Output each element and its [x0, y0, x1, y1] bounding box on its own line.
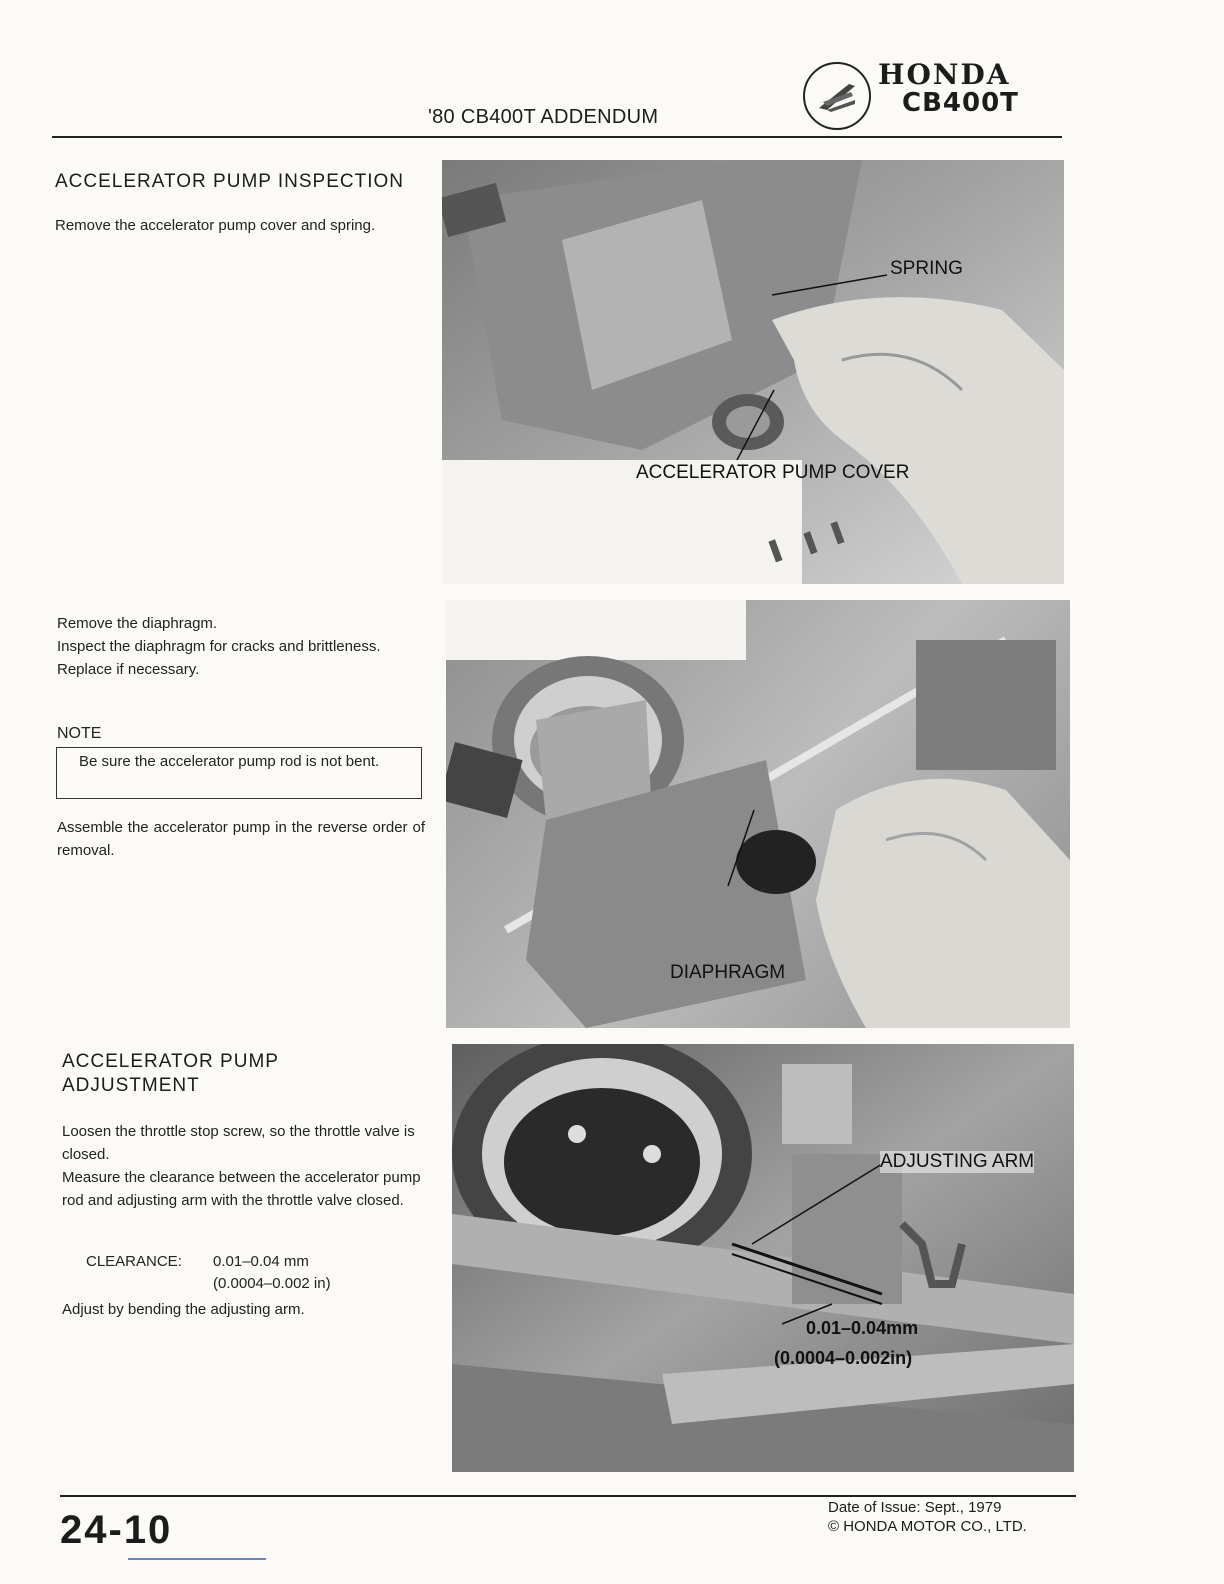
footer-rule — [60, 1495, 1076, 1497]
header-rule — [52, 136, 1062, 138]
brand-name: HONDA — [878, 58, 1011, 91]
section-heading-adjustment — [62, 1050, 279, 1098]
note-box — [56, 747, 422, 799]
instruction-line-3: Replace if necessary. — [57, 661, 200, 678]
diaphragm-instructions — [57, 612, 425, 681]
instruction-line-2: Inspect the diaphragm for cracks and brittleness. — [57, 638, 381, 655]
assemble-instruction: Assemble the accelerator pump in the reverse order of removal. — [57, 819, 425, 859]
section-heading-inspection: ACCELERATOR PUMP INSPECTION — [55, 171, 405, 192]
adjustment-heading-line-1: ACCELERATOR PUMP — [62, 1051, 279, 1072]
document-subtitle: '80 CB400T ADDENDUM — [428, 106, 659, 128]
adjustment-step-2: Measure the clearance between the accelerator pump rod and adjusting arm with the throttle valve closed. — [62, 1169, 421, 1209]
adjustment-instructions — [62, 1120, 430, 1212]
honda-wing-logo-icon — [803, 62, 871, 130]
copyright: © HONDA MOTOR CO., LTD. — [828, 1518, 1027, 1535]
clearance-label: CLEARANCE: — [86, 1253, 182, 1270]
callout-clearance-mm: 0.01–0.04mm — [806, 1318, 919, 1338]
photo-pump-cover-removal — [442, 160, 1064, 584]
callout-adjusting-arm: ADJUSTING ARM — [880, 1151, 1035, 1172]
callout-spring: SPRING — [890, 258, 963, 279]
footer-info — [828, 1498, 1027, 1536]
model-name: CB400T — [902, 88, 1019, 118]
issue-date: Date of Issue: Sept., 1979 — [828, 1499, 1002, 1516]
adjustment-heading-line-2: ADJUSTMENT — [62, 1075, 200, 1096]
photo-adjusting-arm — [452, 1044, 1074, 1472]
callout-diaphragm: DIAPHRAGM — [670, 962, 786, 983]
adjustment-step-1: Loosen the throttle stop screw, so the throttle valve is closed. — [62, 1123, 415, 1163]
callout-clearance-in: (0.0004–0.002in) — [774, 1348, 913, 1368]
callout-accelerator-pump-cover: ACCELERATOR PUMP COVER — [636, 462, 910, 483]
adjust-instruction: Adjust by bending the adjusting arm. — [62, 1301, 305, 1318]
instruction-line-1: Remove the diaphragm. — [57, 615, 218, 632]
note-label: NOTE — [57, 725, 102, 742]
inspection-instruction: Remove the accelerator pump cover and spring. — [55, 217, 376, 234]
note-text: Be sure the accelerator pump rod is not bent. — [79, 753, 380, 770]
clearance-mm-value: 0.01–0.04 mm — [213, 1253, 309, 1270]
clearance-in-value: (0.0004–0.002 in) — [213, 1275, 331, 1292]
page-number: 24-10 — [60, 1508, 173, 1552]
scan-mark — [128, 1558, 266, 1560]
